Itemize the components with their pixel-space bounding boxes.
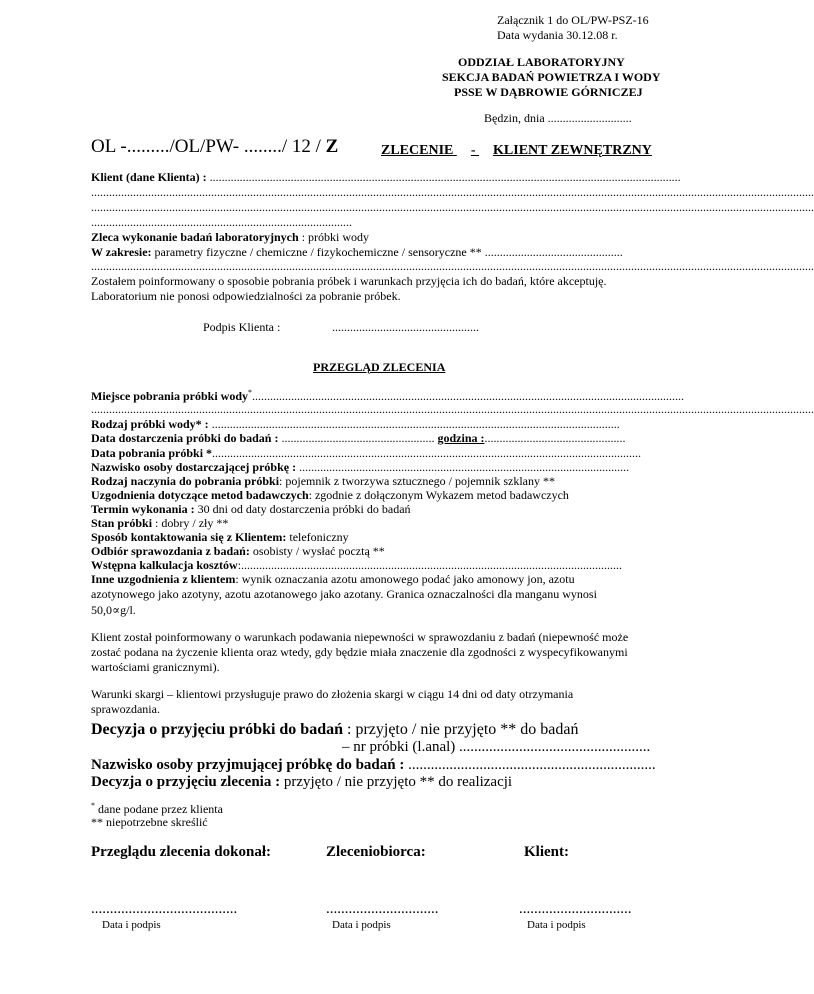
contractor-signature-dots: .............................. — [326, 901, 439, 917]
org-line-3: PSSE W DĄBROWIE GÓRNICZEJ — [454, 85, 643, 99]
delivery-date-dots: ................................................... — [278, 431, 435, 445]
report-value: osobisty / wysłać pocztą ** — [249, 544, 385, 558]
hour-label: godzina : — [437, 431, 485, 445]
container-value: : pojemnik z tworzywa sztucznego / pojemnik szklany ** — [279, 474, 555, 488]
container-line — [91, 474, 555, 488]
order-title-right: KLIENT ZEWNĘTRZNY — [493, 143, 652, 158]
deliverer-line — [91, 460, 677, 474]
methods-value: : zgodnie z dołączonym Wykazem metod badawczych — [308, 488, 569, 502]
contractor-title: Zleceniobiorca: — [326, 844, 426, 860]
other-line-1 — [91, 572, 575, 586]
condition-label: Stan próbki — [91, 516, 153, 530]
container-label: Rodzaj naczynia do pobrania próbki — [91, 474, 280, 488]
reviewer-signature-dots: ....................................... — [91, 901, 238, 917]
methods-line — [91, 488, 569, 502]
condition-line — [91, 516, 228, 530]
order-title — [381, 143, 652, 159]
scope-dots-line: ................................................................................................................................................................................................................................................. — [91, 259, 814, 273]
other-text-1: : wynik oznaczania azotu amonowego podać jako amonowy jon, azotu — [235, 572, 575, 586]
sampling-place-label: Miejsce pobrania próbki wody — [91, 389, 249, 403]
sampling-place-dots: ................................................................................................................................................ — [252, 389, 685, 403]
complaint-line-2: sprawozdania. — [91, 702, 160, 716]
reviewer-caption: Data i podpis — [102, 919, 161, 931]
uncertainty-line-3: wartościami granicznymi). — [91, 660, 220, 674]
contact-value: telefoniczny — [286, 530, 349, 544]
client-caption: Data i podpis — [527, 919, 586, 931]
order-number-suffix: Z — [325, 136, 339, 157]
order-decision-value: przyjęto / nie przyjęto ** do realizacji — [280, 774, 513, 790]
client-dots: ............................................................................................................................................................. — [209, 170, 681, 184]
sampling-place-line — [91, 386, 685, 403]
place-date: Będzin, dnia ............................ — [484, 111, 632, 125]
order-title-dash: - — [470, 143, 476, 158]
client-signature-dots: ................................................. — [332, 320, 479, 334]
footnote-1-mark: * — [91, 801, 95, 810]
contact-line — [91, 530, 349, 544]
commission-line — [91, 230, 369, 244]
condition-value: : dobry / zły ** — [152, 516, 229, 530]
sampling-date-label: Data pobrania próbki * — [91, 446, 213, 460]
sample-number-line: – nr próbki (l.anal) ................................................... — [342, 739, 651, 755]
footnote-1-text: dane podane przez klienta — [95, 802, 223, 816]
contact-label: Sposób kontaktowania się z Klientem: — [91, 530, 287, 544]
cost-line — [91, 558, 677, 572]
sample-decision-line — [91, 720, 578, 739]
client-dots-line-2: ................................................................................................................................................................................................................................................. — [91, 200, 814, 214]
commission-label: Zleca wykonanie badań laboratoryjnych — [91, 230, 299, 244]
issue-date: Data wydania 30.12.08 r. — [497, 28, 618, 42]
order-title-left: ZLECENIE — [381, 143, 454, 158]
org-line-2: SEKCJA BADAŃ POWIETRZA I WODY — [442, 70, 661, 84]
client-dots-line-1: ................................................................................................................................................................................................................................................. — [91, 185, 814, 199]
complaint-line-1: Warunki skargi – klientowi przysługuje prawo do złożenia skargi w ciągu 14 dni od daty otrzymania — [91, 687, 574, 701]
scope-line — [91, 245, 623, 259]
footnote-2: ** niepotrzebne skreślić — [91, 815, 208, 829]
delivery-date-line — [91, 431, 677, 445]
sample-decision-value: : przyjęto / nie przyjęto ** do badań — [343, 721, 579, 738]
client-signature-dots-bottom: .............................. — [519, 901, 632, 917]
receiver-label: Nazwisko osoby przyjmującej próbkę do badań : — [91, 757, 405, 773]
deadline-label: Termin wykonania : — [91, 502, 195, 516]
other-line-3: 50,0∝g/l. — [91, 603, 136, 617]
other-line-2: azotynowego jako azotyny, azotu azotanowego jako azotany. Granica oznaczalności dla manganu wynosi — [91, 587, 597, 601]
client-signature-label: Podpis Klienta : — [203, 320, 281, 334]
client-dots-short: ....................................................................................... — [91, 215, 352, 229]
scope-label: W zakresie: — [91, 245, 152, 259]
attachment-ref: Załącznik 1 do OL/PW-PSZ-16 — [497, 13, 649, 27]
order-decision-label: Decyzja o przyjęciu zlecenia : — [91, 774, 281, 790]
info-line-1: Zostałem poinformowany o sposobie pobrania próbek i warunkach przyjęcia ich do badań, które akceptuję. — [91, 274, 607, 288]
info-line-2: Laboratorium nie ponosi odpowiedzialności za pobranie próbek. — [91, 289, 401, 303]
org-line-1: ODDZIAŁ LABORATORYJNY — [458, 55, 625, 69]
receiver-line — [91, 756, 656, 774]
commission-value: : próbki wody — [298, 230, 370, 244]
sample-type-label: Rodzaj próbki wody* : — [91, 417, 209, 431]
order-number — [91, 136, 338, 158]
deadline-value: 30 dni od daty dostarczenia próbki do badań — [194, 502, 411, 516]
contractor-caption: Data i podpis — [332, 919, 391, 931]
sample-type-line — [91, 417, 677, 431]
hour-dots: ............................................... — [484, 431, 626, 445]
uncertainty-line-1: Klient został poinformowany o warunkach podawania niepewności w sprawozdaniu z badań (niepewność może — [91, 630, 629, 644]
deliverer-dots: .............................................................................................................. — [296, 460, 630, 474]
sample-decision-label: Decyzja o przyjęciu próbki do badań — [91, 721, 343, 738]
uncertainty-line-2: zostać podana na życzenie klienta oraz wtedy, gdy będzie miała znaczenie dla zgodności z wyspecyfikowanymi — [91, 645, 628, 659]
review-title: PRZEGLĄD ZLECENIA — [313, 360, 446, 374]
order-number-prefix: OL -........./OL/PW- ......../ 12 / — [91, 136, 326, 157]
deliverer-label: Nazwisko osoby dostarczającej próbkę : — [91, 460, 297, 474]
sampling-date-dots: ............................................................................................................................................... — [212, 446, 642, 460]
delivery-date-label: Data dostarczenia próbki do badań : — [91, 431, 279, 445]
methods-label: Uzgodnienia dotyczące metod badawczych — [91, 488, 309, 502]
receiver-dots: .................................................................. — [404, 757, 656, 773]
report-label: Odbiór sprawozdania z badań: — [91, 544, 250, 558]
sampling-place-mark: * — [248, 388, 253, 397]
client-title: Klient: — [524, 844, 569, 860]
client-line — [91, 170, 681, 184]
order-decision-line — [91, 773, 512, 791]
reviewer-title: Przeglądu zlecenia dokonał: — [91, 844, 271, 860]
scope-value: parametry fizyczne / chemiczne / fizykochemiczne / sensoryczne ** .............................................. — [151, 245, 623, 259]
sampling-place-dots-line: ................................................................................................................................................................................................................................................. — [91, 402, 814, 416]
client-label: Klient (dane Klienta) : — [91, 170, 207, 184]
deadline-line — [91, 502, 411, 516]
report-line — [91, 544, 385, 558]
other-label: Inne uzgodnienia z klientem — [91, 572, 236, 586]
cost-dots: :............................................................................................................................... — [237, 558, 623, 572]
footnote-1 — [91, 799, 223, 816]
sampling-date-line — [91, 446, 677, 460]
cost-label: Wstępna kalkulacja kosztów — [91, 558, 238, 572]
sample-type-dots: ........................................................................................................................................ — [208, 417, 620, 431]
